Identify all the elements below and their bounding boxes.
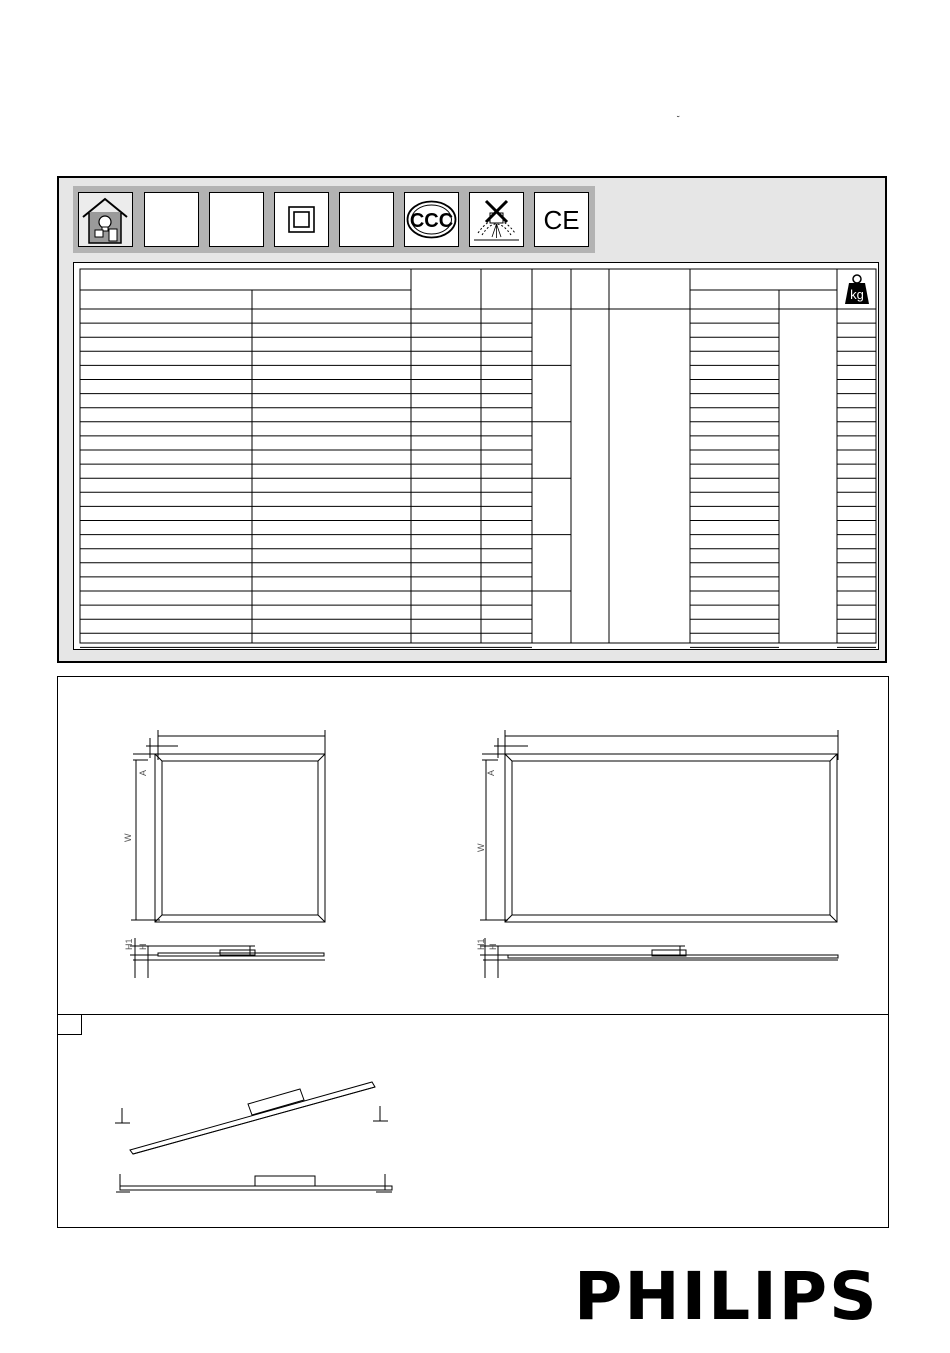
dim-a-right: A (486, 769, 496, 776)
ce-label: CE (543, 205, 580, 235)
installation-drawing (115, 1082, 392, 1192)
square-panel-drawing (130, 730, 325, 978)
philips-logo: PHILIPS (574, 1258, 879, 1335)
dim-h-left: H (138, 943, 148, 950)
dim-h1-right: H1 (476, 938, 486, 950)
dim-w-right: W (476, 843, 486, 852)
dim-a-left: A (138, 769, 148, 776)
dim-h-right: H (488, 943, 498, 950)
dim-h1-left: H1 (124, 938, 134, 950)
dim-w-left: W (123, 833, 133, 842)
ccc-label: CCC (409, 210, 454, 232)
header-mark: ˘ (677, 115, 680, 124)
rectangular-panel-drawing (480, 730, 838, 978)
weight-label: kg (850, 287, 864, 302)
